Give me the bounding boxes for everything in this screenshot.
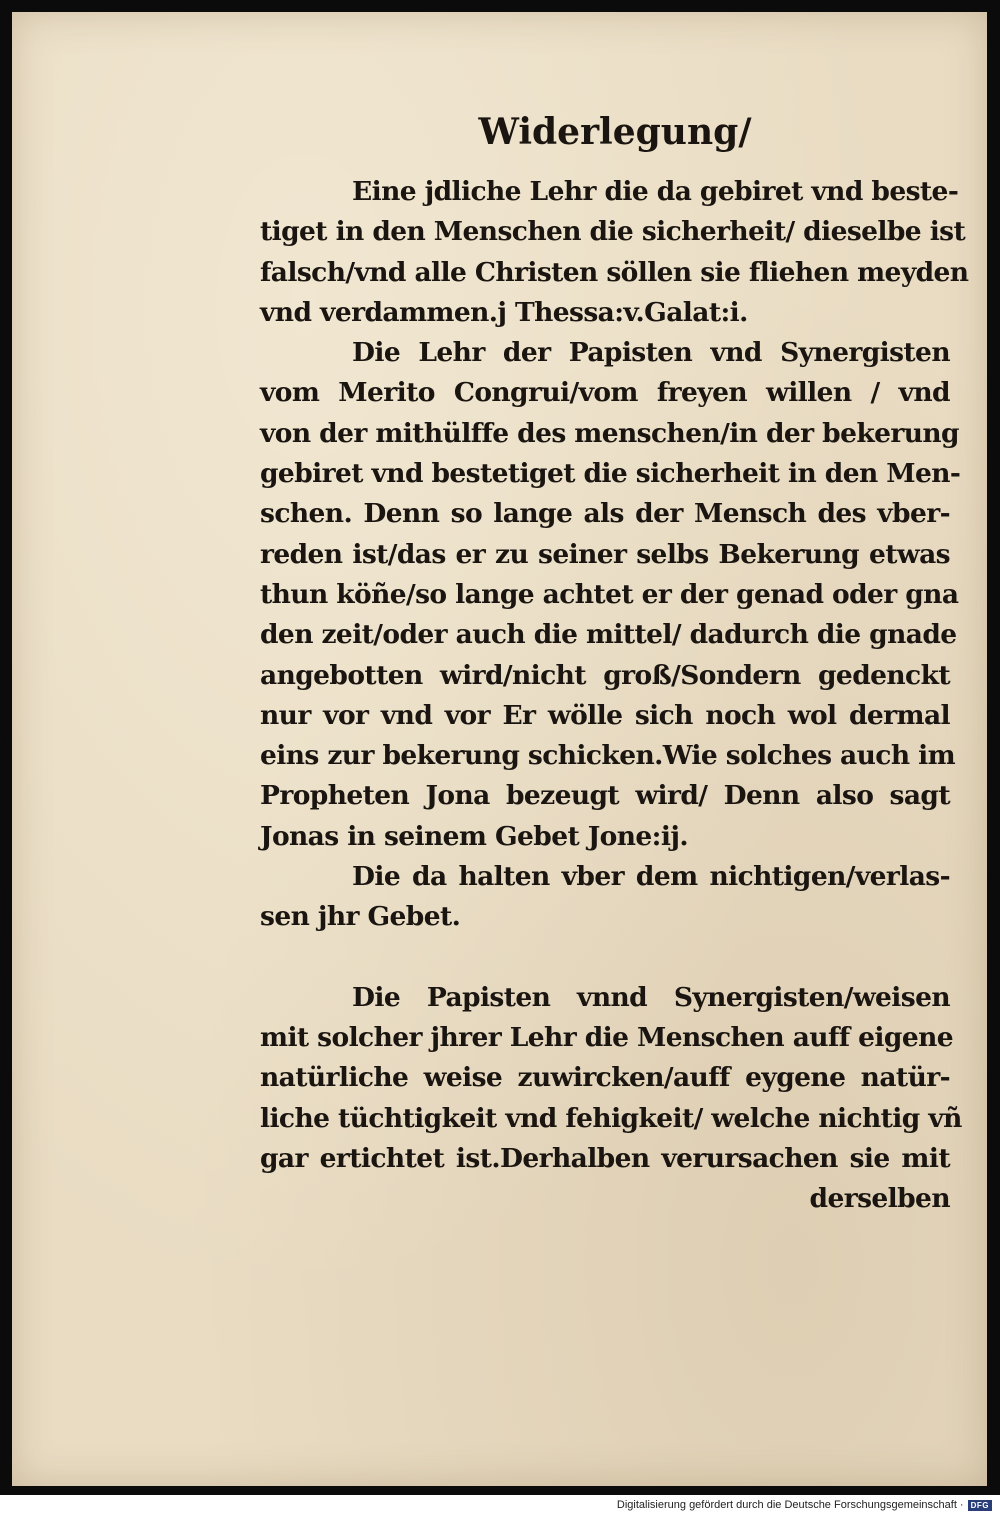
text-line: falsch/vnd alle Christen söllen sie fliehen meyden: [260, 256, 969, 288]
text-line: natürliche weise zuwircken/auff eygene natür-: [260, 1062, 950, 1094]
text-line: von der mithülffe des menschen/in der bekerung: [260, 417, 959, 449]
text-line: reden ist/das er zu seiner selbs Bekerung etwas: [260, 538, 950, 570]
text-line: angebotten wird/nicht groß/Sondern gedenckt: [260, 659, 950, 691]
text-line: Jonas in seinem Gebet Jone:ij.: [260, 820, 688, 852]
text-line: thun köñe/so lange achtet er der genad oder gna: [260, 578, 959, 610]
text-line: vnd verdammen.j Thessa:v.Galat:i.: [260, 296, 748, 328]
dfg-logo-icon: DFG: [968, 1500, 992, 1511]
book-page: [12, 12, 987, 1486]
text-line: gar ertichtet ist.Derhalben verursachen sie mit: [260, 1142, 950, 1174]
text-line: gebiret vnd bestetiget die sicherheit in den Men-: [260, 458, 961, 490]
quote-line: sen jhr Gebet.: [260, 901, 461, 933]
text-line: liche tüchtigkeit vnd fehigkeit/ welche nichtig vñ: [260, 1102, 962, 1134]
text-line: den zeit/oder auch die mittel/ dadurch die gnade: [260, 619, 957, 651]
text-line: Die Papisten vnnd Synergisten/weisen: [352, 981, 950, 1013]
text-line: Die Lehr der Papisten vnd Synergisten: [352, 337, 950, 369]
text-line: mit solcher jhrer Lehr die Menschen auff eigene: [260, 1021, 954, 1053]
digitization-credit: [617, 1497, 992, 1513]
text-line: schen. Denn so lange als der Mensch des vber-: [260, 498, 950, 530]
page-text: [260, 108, 969, 1219]
text-line: Eine jdliche Lehr die da gebiret vnd beste-: [352, 176, 959, 207]
running-title: Widerlegung/: [478, 111, 752, 153]
text-line: vom Merito Congrui/vom freyen willen / vnd: [260, 377, 950, 409]
text-line: Propheten Jona bezeugt wird/ Denn also sagt: [260, 780, 950, 812]
paragraph-gap: [260, 938, 950, 978]
text-line: tiget in den Menschen die sicherheit/ dieselbe ist: [260, 216, 966, 248]
text-line: nur vor vnd vor Er wölle sich noch wol dermal: [260, 699, 950, 731]
text-line: eins zur bekerung schicken.Wie solches auch im: [260, 740, 956, 772]
catchword: derselben: [809, 1183, 950, 1215]
quote-line: Die da halten vber dem nichtigen/verlas-: [352, 861, 950, 893]
credit-text: Digitalisierung gefördert durch die Deutsche Forschungsgemeinschaft ·: [616, 1499, 964, 1511]
